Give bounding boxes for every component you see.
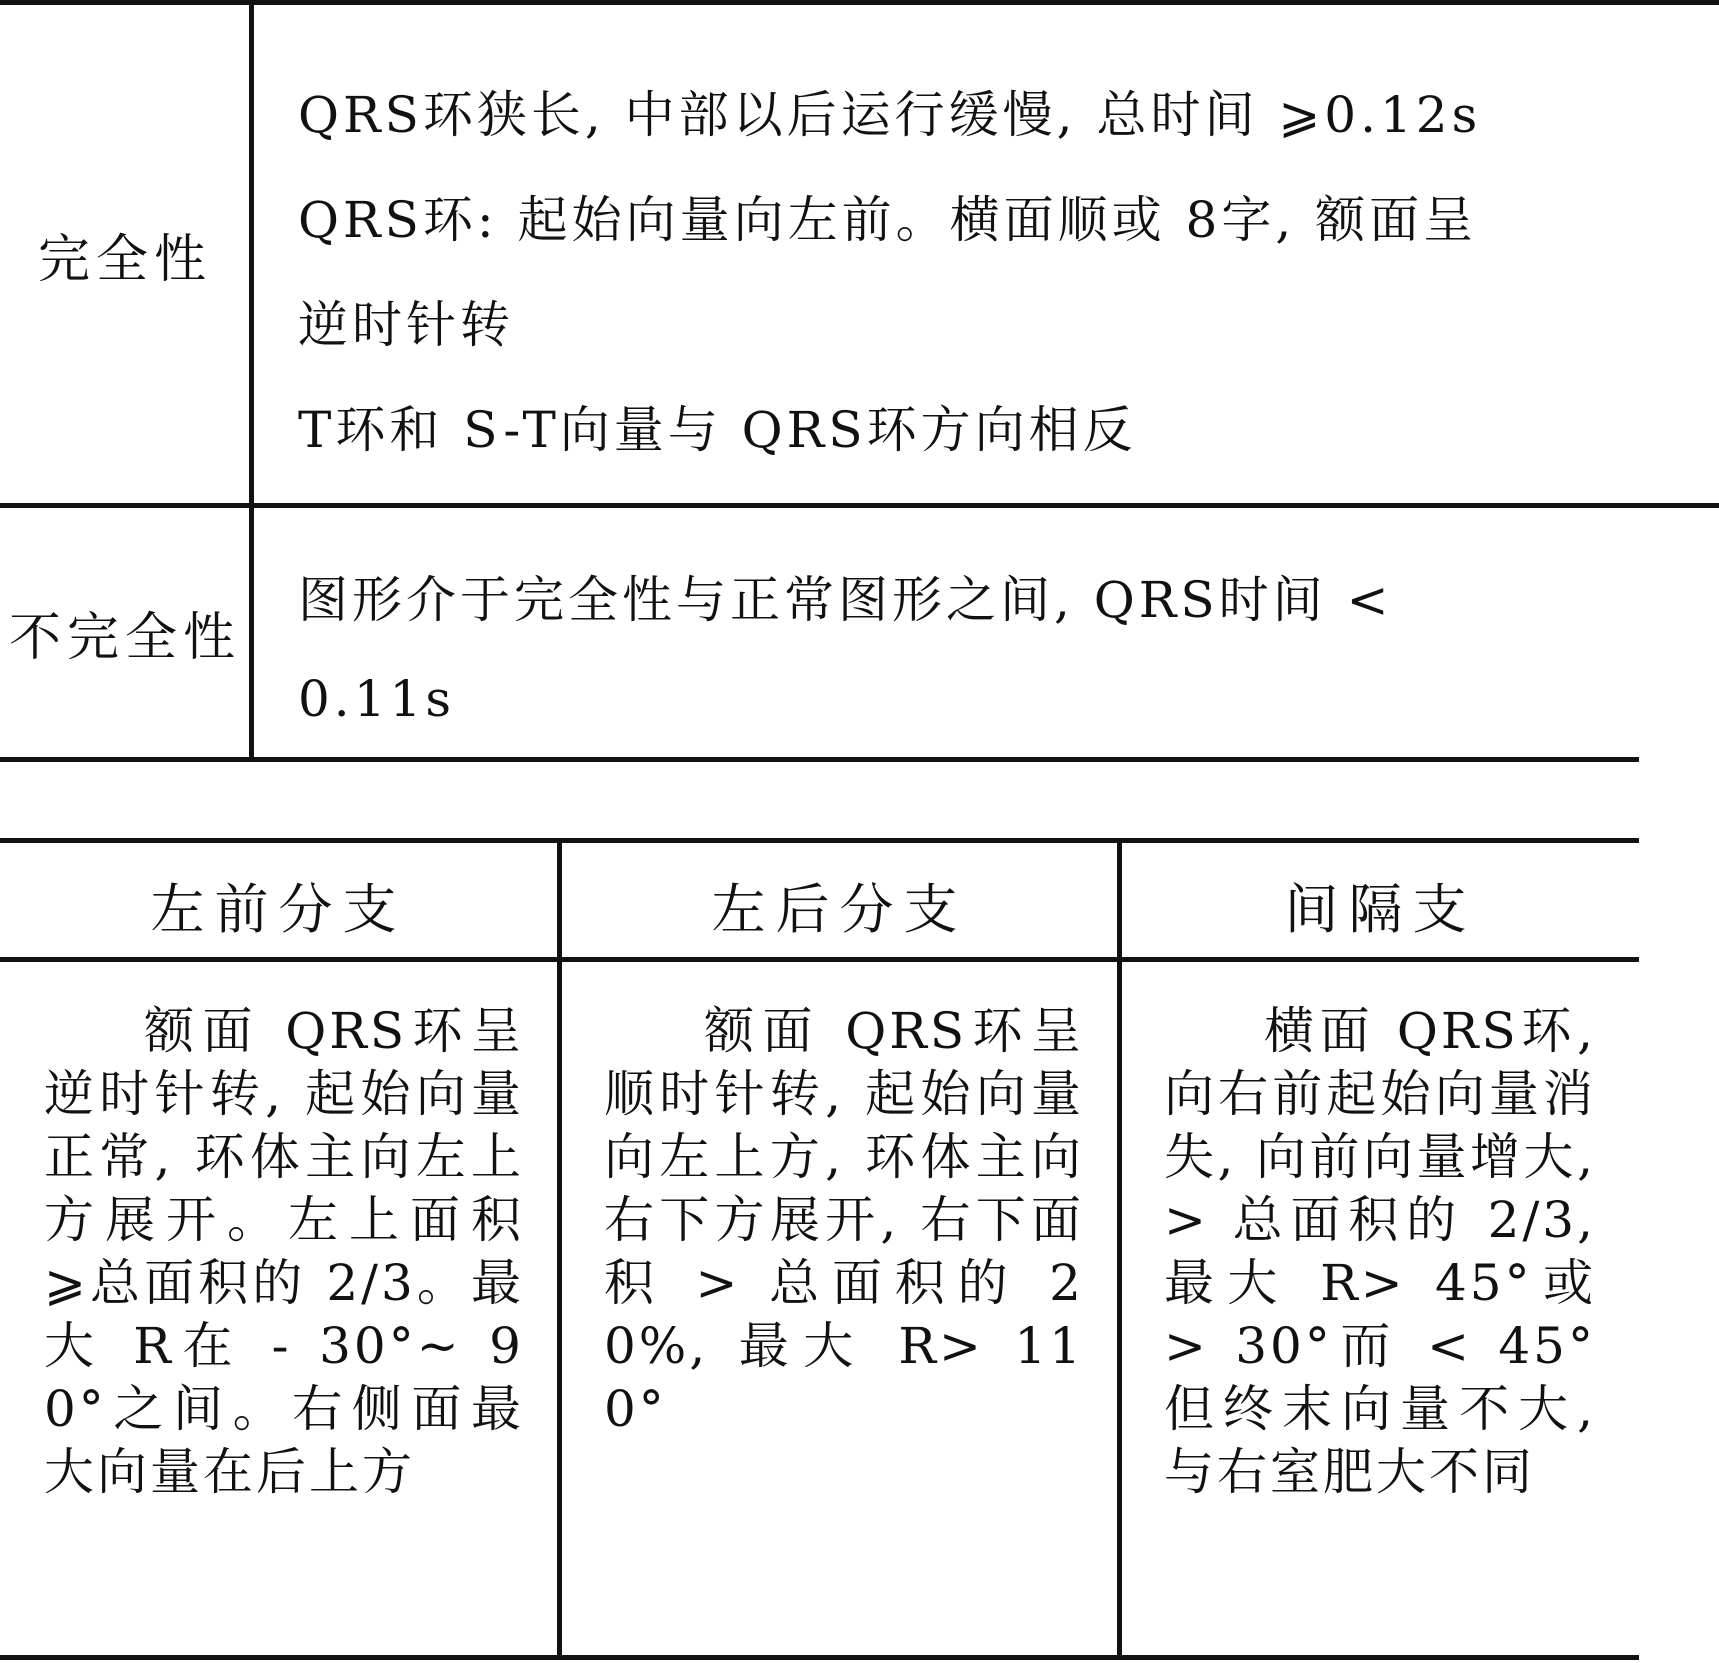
table2-bottom-rule xyxy=(0,1655,1639,1660)
row-incomplete-line-2: 0.11s xyxy=(298,670,455,728)
row-complete-line-2: QRS环: 起始向量向左前。横面顺或 8字, 额面呈 xyxy=(298,191,1478,249)
column-header-septal: 间隔支 xyxy=(1284,877,1477,941)
table1-row-divider xyxy=(0,503,1719,508)
table2-top-rule xyxy=(0,838,1639,843)
column-header-left-anterior: 左前分支 xyxy=(150,877,407,941)
row-label-incomplete: 不完全性 xyxy=(8,608,241,668)
column-header-left-posterior: 左后分支 xyxy=(711,877,968,941)
cell-septal: 横面 QRS环, 向右前起始向量消失, 向前向量增大, > 总面积的 2/3, 最大 R> 45°或 > 30°而 < 45°但终末向量不大, 与右室肥大不同 xyxy=(1164,1002,1596,1501)
cell-left-anterior: 额面 QRS环呈逆时针转, 起始向量正常, 环体主向左上方展开。左上面积 ⩾总面积的 2/3。最大 R在 - 30°~ 90°之间。右侧面最大向量在后上方 xyxy=(44,1002,524,1501)
row-label-complete: 完全性 xyxy=(37,229,212,290)
row-incomplete-line-1: 图形介于完全性与正常图形之间, QRS时间 < xyxy=(298,571,1393,629)
table1-top-rule xyxy=(0,0,1719,5)
row-complete-line-4: T环和 S-T向量与 QRS环方向相反 xyxy=(298,401,1137,459)
table1-bottom-rule xyxy=(0,757,1639,762)
row-complete-line-3: 逆时针转 xyxy=(298,296,514,354)
cell-left-posterior: 额面 QRS环呈顺时针转, 起始向量向左上方, 环体主向右下方展开, 右下面积 > 总面积的 20%, 最大 R> 110° xyxy=(604,1002,1084,1438)
row-complete-line-1: QRS环狭长, 中部以后运行缓慢, 总时间 ⩾0.12s xyxy=(298,86,1482,144)
